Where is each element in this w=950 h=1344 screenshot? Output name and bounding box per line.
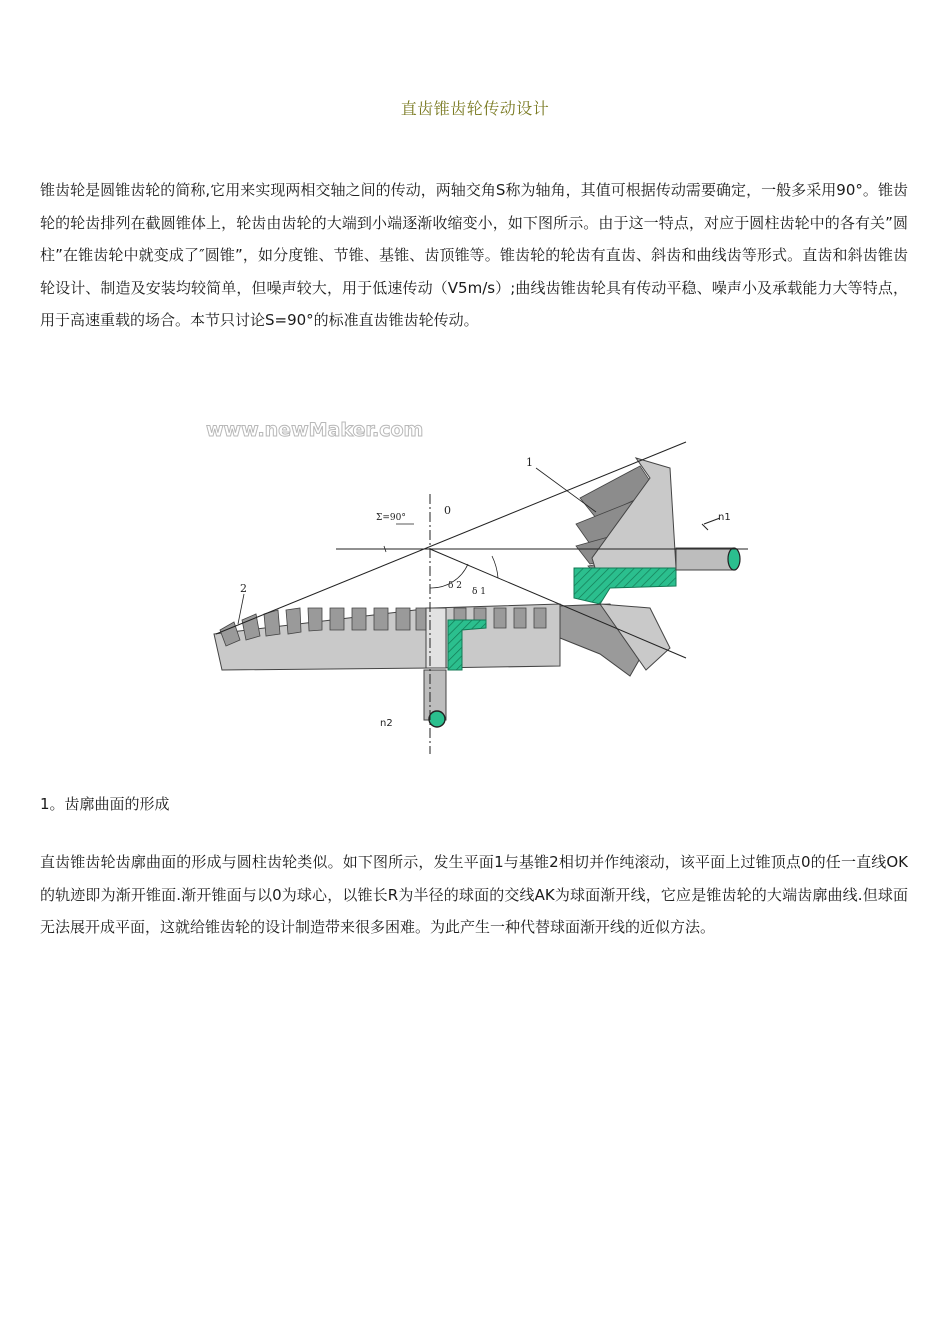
watermark-text: www.newMaker.com bbox=[206, 419, 424, 441]
label-sigma: Σ=90° bbox=[376, 513, 406, 523]
bevel-gear-figure bbox=[200, 408, 760, 758]
label-gear2: 2 bbox=[240, 582, 247, 595]
label-n1: n1 bbox=[718, 512, 731, 523]
label-n2: n2 bbox=[380, 718, 393, 729]
angle-arc-delta1 bbox=[492, 556, 498, 578]
label-delta1: δ 1 bbox=[472, 587, 487, 597]
body-paragraph: 直齿锥齿轮齿廓曲面的形成与圆柱齿轮类似。如下图所示，发生平面1与基锥2相切并作纯滚动，该平面上过锥顶点0的任一直线OK的轨迹即为渐开锥面.渐开锥面与以0为球心，以锥长R为半径的球面的交线AK为球面渐开线，它应是锥齿轮的大端齿廓曲线.但球面无法展开成平面，这就给锥齿轮的设计制造带来很多困难。为此产生一种代替球面渐开线的近似方法。 bbox=[40, 853, 908, 936]
label-gear1: 1 bbox=[526, 456, 533, 469]
gear1-shaft bbox=[676, 548, 734, 570]
section-heading: 1。齿廓曲面的形成 bbox=[40, 795, 170, 813]
gear2-shaft-end bbox=[429, 711, 445, 727]
gear1-section bbox=[574, 568, 676, 604]
document-title: 直齿锥齿轮传动设计 bbox=[400, 99, 550, 118]
leader-line-1 bbox=[536, 468, 596, 512]
label-delta2: δ 2 bbox=[448, 581, 463, 591]
label-origin: 0 bbox=[444, 504, 451, 517]
sigma-arrow bbox=[384, 524, 414, 552]
gear1-shaft-end bbox=[728, 548, 740, 570]
intro-paragraph: 锥齿轮是圆锥齿轮的简称,它用来实现两相交轴之间的传动，两轴交角S称为轴角，其值可根据传动需要确定，一般多采用90°。锥齿轮的轮齿排列在截圆锥体上，轮齿由齿轮的大端到小端逐渐收缩变小，如下图所示。由于这一特点，对应于圆柱齿轮中的各有关”圆柱”在锥齿轮中就变成了″圆锥”，如分度锥、节锥、基锥、齿顶锥等。锥齿轮的轮齿有直齿、斜齿和曲线齿等形式。直齿和斜齿锥齿轮设计、制造及安装均较简单，但噪声较大，用于低速传动（V5m/s）;曲线齿锥齿轮具有传动平稳、噪声小及承载能力大等特点，用于高速重载的场合。本节只讨论S=90°的标准直齿锥齿轮传动。 bbox=[40, 181, 908, 329]
bevel-gear-diagram bbox=[200, 408, 760, 758]
gear2-hub bbox=[426, 608, 446, 668]
